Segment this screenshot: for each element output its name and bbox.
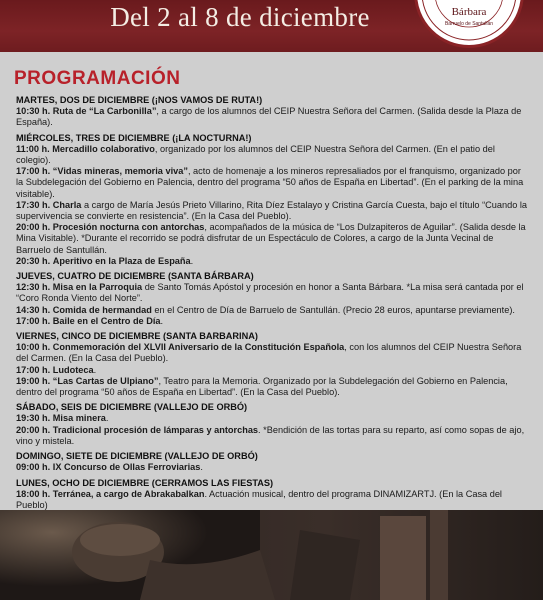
event-time: 19:00 h.: [16, 375, 51, 386]
event-name: Misa en la Parroquia: [52, 282, 143, 293]
day-heading: JUEVES, CUATRO DE DICIEMBRE (SANTA BÁRBARA): [16, 271, 254, 282]
event-item: [16, 144, 530, 166]
event-name: Ruta de “La Carbonilla”: [52, 106, 157, 117]
event-time: 09:00 h.: [16, 462, 51, 473]
event-text: .: [160, 315, 164, 326]
day-block: [16, 478, 530, 512]
event-text: .: [190, 255, 194, 266]
event-name: Mercadillo colaborativo: [52, 143, 155, 154]
day-block: [16, 331, 530, 398]
event-item: [16, 316, 530, 327]
event-name: IX Concurso de Ollas Ferroviarias: [52, 462, 201, 473]
event-name: Aperitivo en la Plaza de España: [52, 255, 191, 266]
program-panel: [0, 52, 543, 510]
event-item: [16, 342, 530, 364]
miner-photo: [0, 510, 543, 600]
event-name: “Las Cartas de Ulpiano”: [52, 375, 159, 386]
event-item: [16, 489, 530, 511]
event-item: [16, 200, 530, 222]
event-text: , con los alumnos del CEIP Nuestra Señora del Carmen. (En la Casa del Pueblo).: [16, 342, 522, 364]
program-title: PROGRAMACIÓN: [14, 68, 181, 89]
event-item: [16, 413, 530, 424]
event-text: en el Centro de Día de Barruelo de Santullán. (Precio 28 euros, apuntarse previamente).: [151, 304, 515, 315]
event-name: Comida de hermandad: [52, 304, 152, 315]
event-name: Baile en el Centro de Día: [52, 315, 161, 326]
event-name: Conmemoración del XLVII Aniversario de la Constitución Española: [52, 342, 345, 353]
seal-subtext: Barruelo de Santullán: [444, 21, 494, 27]
event-text: . *Bendición de las tortas para su reparto, así como sopas de ajo, vino y mistela.: [16, 424, 525, 446]
event-text: , acto de homenaje a los mineros represaliados por el franquismo, organizado por la Subdelegación del Gobierno en Palencia, dentro del programa “50 años de España en Libertad”. (En el parking de la mina visitable).: [16, 166, 524, 199]
event-item: [16, 462, 530, 473]
event-time: 10:30 h.: [16, 106, 51, 117]
day-block: [16, 402, 530, 447]
event-text: a cargo de María Jesús Prieto Villarino, Rita Díez Estalayo y Cristina García Cuesta, bajo el título “Cuando la supervivencia se convierte en resistencia”. (En la Casa del Pueblo).: [16, 199, 528, 222]
event-time: 19:30 h.: [16, 413, 51, 424]
event-item: [16, 305, 530, 316]
event-time: 17:30 h.: [16, 199, 51, 210]
event-time: 18:00 h.: [16, 488, 51, 499]
day-block: [16, 95, 530, 129]
day-block: [16, 271, 530, 327]
day-block: [16, 133, 530, 267]
day-heading: LUNES, OCHO DE DICIEMBRE (CERRAMOS LAS FIESTAS): [16, 477, 274, 488]
event-name: Ludoteca: [52, 364, 94, 375]
seal-logo: [414, 0, 524, 48]
event-text: . Actuación musical, dentro del programa DINAMIZARTJ. (En la Casa del Pueblo): [16, 488, 502, 510]
event-time: 20:00 h.: [16, 424, 51, 435]
event-item: [16, 222, 530, 256]
event-item: [16, 376, 530, 398]
event-text: de Santo Tomás Apóstol y procesión en honor a Santa Bárbara. *La misa será cantada por el “Coro Ronda Viento del Norte”.: [16, 282, 524, 304]
event-time: 14:30 h.: [16, 304, 51, 315]
event-time: 20:00 h.: [16, 222, 51, 233]
day-heading: MARTES, DOS DE DICIEMBRE (¡NOS VAMOS DE RUTA!): [16, 95, 263, 105]
event-text: , acompañados de la música de “Los Dulzapiteros de Aguilar”. (Salida desde la Mina Visitable). *Durante el recorrido se podrá disfrutar de un Espectáculo de Colores, a cargo de la Junta Vecinal de Barruelo de Santullán.: [16, 222, 526, 255]
event-time: 10:00 h.: [16, 342, 51, 353]
event-item: [16, 425, 530, 447]
miner-photo-image: [0, 510, 543, 600]
event-text: .: [105, 413, 109, 424]
event-text: , a cargo de los alumnos del CEIP Nuestra Señora del Carmen. (Salida desde la Plaza de España).: [16, 106, 522, 128]
event-time: 20:30 h.: [16, 255, 51, 266]
event-time: 17:00 h.: [16, 364, 51, 375]
day-heading: VIERNES, CINCO DE DICIEMBRE (SANTA BARBARINA): [16, 331, 258, 342]
program-day-list: [16, 95, 530, 515]
day-block: [16, 451, 530, 473]
event-item: [16, 365, 530, 376]
day-heading: SÁBADO, SEIS DE DICIEMBRE (VALLEJO DE ORBÓ): [16, 402, 248, 413]
event-item: [16, 166, 530, 200]
event-item: [16, 106, 530, 128]
event-time: 12:30 h.: [16, 282, 51, 293]
event-text: , organizado por los alumnos del CEIP Nuestra Señora del Carmen. (En el patio del colegio).: [16, 143, 495, 166]
event-time: 17:00 h.: [16, 166, 51, 177]
event-time: 17:00 h.: [16, 315, 51, 326]
event-item: [16, 282, 530, 304]
seal-name: Bárbara: [451, 6, 487, 18]
header-banner: [0, 0, 543, 52]
event-item: [16, 256, 530, 267]
event-name: Misa minera: [52, 413, 106, 424]
event-name: “Vidas mineras, memoria viva”: [52, 166, 188, 177]
event-text: .: [200, 462, 203, 473]
event-text: , Teatro para la Memoria. Organizado por la Subdelegación del Gobierno en Palencia, dentro del programa “50 años de España en Libertad”. (En la Casa del Pueblo).: [16, 375, 508, 398]
day-heading: DOMINGO, SIETE DE DICIEMBRE (VALLEJO DE ORBÓ): [16, 451, 258, 462]
event-name: Procesión nocturna con antorchas: [52, 222, 205, 233]
day-heading: MIÉRCOLES, TRES DE DICIEMBRE (¡LA NOCTURNA!): [16, 132, 252, 143]
event-name: Terránea, a cargo de Abrakabalkan: [52, 488, 205, 499]
event-text: .: [93, 364, 97, 375]
event-time: 11:00 h.: [16, 143, 50, 154]
event-name: Tradicional procesión de lámparas y antorchas: [52, 424, 259, 435]
date-range-title: Del 2 al 8 de diciembre: [110, 2, 370, 32]
event-name: Charla: [52, 199, 82, 210]
